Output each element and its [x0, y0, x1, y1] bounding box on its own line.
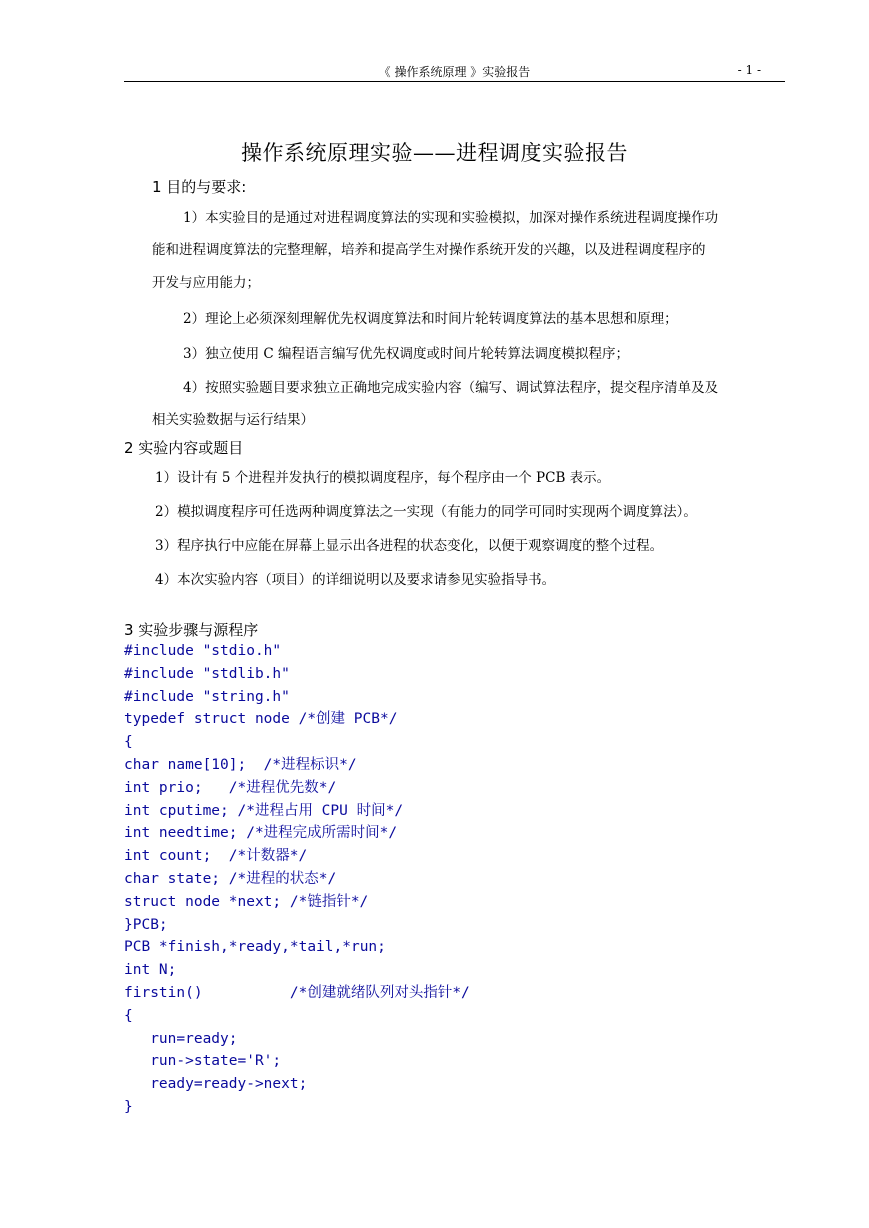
code-line: int N;: [124, 962, 177, 979]
code-line: #include "stdio.h": [124, 643, 282, 659]
section-2-line: 1）设计有 5 个进程并发执行的模拟调度程序，每个程序由一个 PCB 表示。: [155, 470, 611, 486]
code-line: int prio; /*进程优先数*/: [124, 779, 337, 796]
header-title: 《 操作系统原理 》实验报告: [378, 65, 531, 79]
code-line: int count; /*计数器*/: [124, 848, 308, 865]
section-1-line: 4）按照实验题目要求独立正确地完成实验内容（编写、调试算法程序，提交程序清单及及: [183, 380, 719, 396]
code-line: #include "string.h": [124, 688, 290, 705]
section-2-line: 2）模拟调度程序可任选两种调度算法之一实现（有能力的同学可同时实现两个调度算法）。: [155, 504, 697, 520]
section-3-heading: 3 实验步骤与源程序: [124, 621, 259, 639]
code-line: char name[10]; /*进程标识*/: [124, 756, 357, 773]
section-1-line: 开发与应用能力；: [152, 275, 260, 291]
source-code-block: [124, 640, 470, 1119]
code-line: }: [124, 1098, 133, 1115]
code-line: run=ready;: [124, 1030, 238, 1047]
section-2-line: 4）本次实验内容（项目）的详细说明以及要求请参见实验指导书。: [155, 572, 556, 588]
section-1-heading: 1 目的与要求:: [152, 178, 247, 196]
page-header: [124, 60, 785, 82]
code-line: #include "stdlib.h": [124, 665, 290, 682]
code-line: typedef struct node /*创建 PCB*/: [124, 711, 398, 728]
page-number: - 1 -: [737, 63, 761, 77]
section-1-line: 1）本实验目的是通过对进程调度算法的实现和实验模拟，加深对操作系统进程调度操作功: [183, 210, 719, 226]
code-line: {: [124, 734, 133, 751]
code-line: run->state='R';: [124, 1053, 282, 1070]
section-2-line: 3）程序执行中应能在屏幕上显示出各进程的状态变化，以便于观察调度的整个过程。: [155, 538, 664, 554]
code-line: int cputime; /*进程占用 CPU 时间*/: [124, 802, 404, 819]
code-line: int needtime; /*进程完成所需时间*/: [124, 825, 398, 842]
section-1-line: 2）理论上必须深刻理解优先权调度算法和时间片轮转调度算法的基本思想和原理；: [183, 311, 678, 327]
code-line: firstin() /*创建就绪队列对头指针*/: [124, 984, 470, 1001]
code-line: ready=ready->next;: [124, 1076, 308, 1093]
section-1-line: 3）独立使用 C 编程语言编写优先权调度或时间片轮转算法调度模拟程序；: [183, 346, 630, 362]
document-title: 操作系统原理实验——进程调度实验报告: [241, 141, 628, 165]
section-1-line: 能和进程调度算法的完整理解，培养和提高学生对操作系统开发的兴趣，以及进程调度程序的: [152, 242, 706, 258]
code-line: struct node *next; /*链指针*/: [124, 893, 369, 910]
section-2-heading: 2 实验内容或题目: [124, 439, 244, 457]
section-1-line: 相关实验数据与运行结果）: [152, 412, 314, 428]
code-line: }PCB;: [124, 916, 168, 933]
code-line: {: [124, 1007, 133, 1024]
code-line: PCB *finish,*ready,*tail,*run;: [124, 939, 386, 956]
code-line: char state; /*进程的状态*/: [124, 870, 337, 887]
